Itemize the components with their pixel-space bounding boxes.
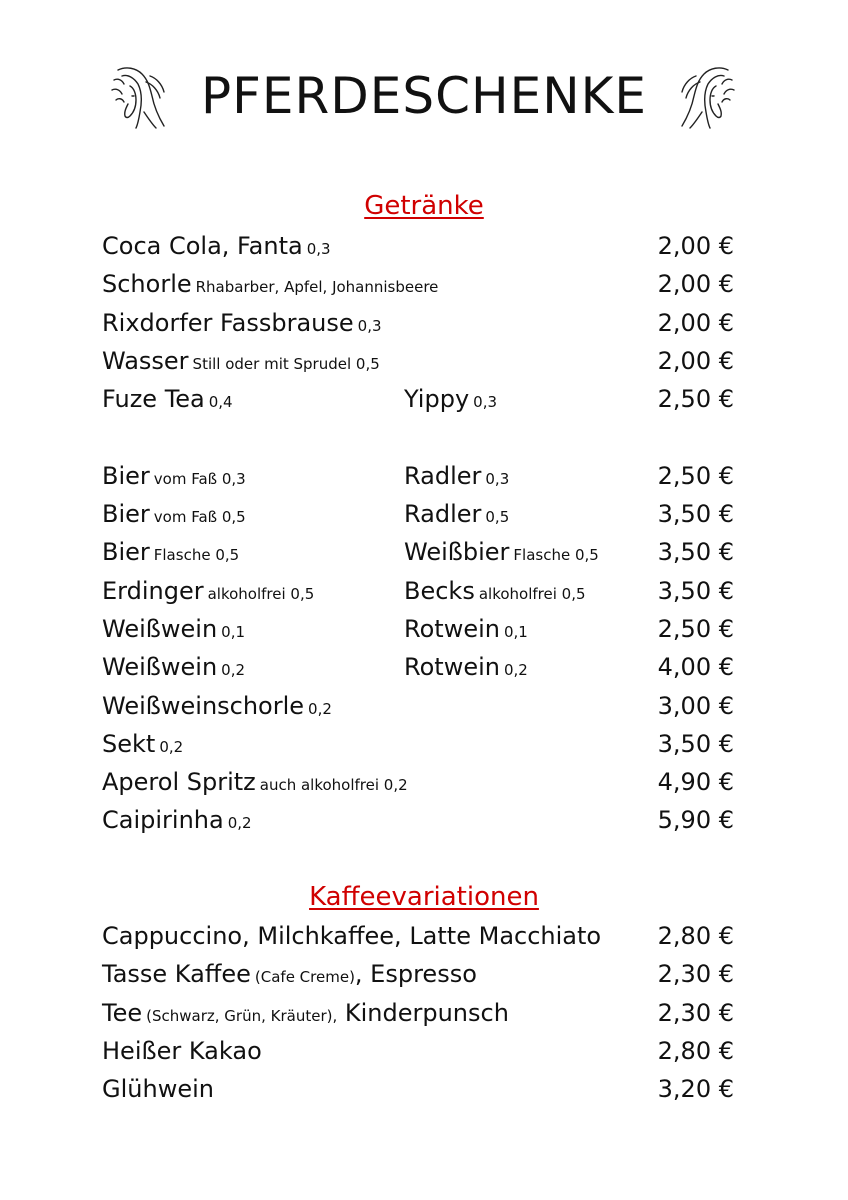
item-price: 2,00 € (657, 232, 734, 260)
restaurant-title: PFERDESCHENKE (201, 67, 647, 125)
item-price: 2,50 € (657, 614, 734, 643)
item-name-2: Rotwein (404, 614, 500, 643)
menu-row (0, 610, 848, 648)
item-note: alkoholfrei 0,5 (207, 584, 315, 603)
item-note-2: 0,2 (503, 661, 528, 680)
coffee-list (0, 917, 848, 1108)
item-price: 3,50 € (657, 500, 734, 529)
item-price: 3,00 € (657, 691, 734, 720)
item-name-2: Rotwein (404, 653, 500, 682)
menu-row (0, 495, 848, 533)
menu-row (0, 572, 848, 610)
item-price: 2,80 € (657, 922, 734, 950)
item-price: 3,20 € (657, 1075, 734, 1104)
item-name: Weißwein (102, 653, 218, 682)
item-price: 3,50 € (657, 576, 734, 605)
item-name: Coca Cola, Fanta (102, 232, 303, 260)
item-name: Bier (102, 538, 150, 567)
item-note: 0,2 (159, 737, 184, 756)
item-price: 2,00 € (657, 270, 734, 299)
item-name-2: Weißbier (404, 538, 510, 567)
item-note: vom Faß 0,3 (153, 469, 246, 488)
drinks-list (0, 227, 848, 840)
item-name: Weißweinschorle (102, 691, 305, 720)
item-price: 3,50 € (657, 538, 734, 567)
item-name: Tasse Kaffee (102, 960, 251, 989)
menu-row (0, 648, 848, 686)
item-price: 2,30 € (657, 960, 734, 989)
menu-row (0, 380, 848, 418)
coffee-heading: Kaffeevariationen (309, 882, 539, 912)
menu-row (0, 1032, 848, 1070)
item-name: Fuze Tea (102, 385, 205, 414)
item-price: 4,00 € (657, 653, 734, 682)
horse-head-icon (678, 62, 738, 132)
menu-row (0, 304, 848, 342)
item-suffix: , Espresso (354, 960, 477, 989)
item-name-2: Radler (404, 461, 482, 490)
item-price: 2,30 € (657, 998, 734, 1027)
item-name: Glühwein (102, 1075, 214, 1104)
menu-row (0, 955, 848, 993)
item-name: Rixdorfer Fassbrause (102, 308, 354, 337)
menu-row (0, 227, 848, 265)
menu-row (0, 533, 848, 571)
drinks-heading: Getränke (364, 191, 484, 221)
item-note: 0,1 (221, 622, 246, 641)
item-note-2: alkoholfrei 0,5 (478, 584, 586, 603)
menu-row (0, 687, 848, 725)
item-price: 2,50 € (657, 385, 734, 414)
menu-row (0, 994, 848, 1032)
item-name-2: Becks (404, 576, 475, 605)
item-name: Bier (102, 461, 150, 490)
item-note: 0,3 (306, 240, 331, 258)
item-name: Tee (102, 998, 143, 1027)
item-name: Heißer Kakao (102, 1036, 262, 1065)
item-note: (Schwarz, Grün, Kräuter), (146, 1006, 338, 1025)
item-price: 2,50 € (657, 461, 734, 490)
menu-row (0, 763, 848, 801)
menu-row (0, 801, 848, 839)
item-name: Weißwein (102, 614, 218, 643)
item-note: 0,2 (221, 661, 246, 680)
item-note: 0,3 (357, 316, 382, 335)
menu-row (0, 725, 848, 763)
item-price: 5,90 € (657, 806, 734, 835)
menu-row (0, 342, 848, 380)
item-name-2: Yippy (404, 385, 470, 414)
item-price: 2,00 € (657, 346, 734, 375)
item-note-2: Flasche 0,5 (513, 546, 599, 565)
item-note: 0,2 (308, 699, 332, 718)
item-name: Wasser (102, 346, 189, 375)
item-note: Still oder mit Sprudel 0,5 (192, 354, 380, 373)
menu-header (0, 58, 848, 138)
item-name: Bier (102, 500, 150, 529)
item-note-2: 0,3 (473, 393, 498, 412)
menu-row (0, 1070, 848, 1108)
item-note: Flasche 0,5 (153, 546, 240, 565)
menu-row (0, 265, 848, 303)
menu-row (0, 457, 848, 495)
item-note: vom Faß 0,5 (153, 508, 246, 527)
item-price: 2,00 € (657, 308, 734, 337)
item-note-2: 0,5 (485, 508, 510, 527)
item-name-2: Radler (404, 500, 482, 529)
item-name: Erdinger (102, 576, 204, 605)
item-name: Sekt (102, 729, 156, 758)
item-name: Caipirinha (102, 806, 224, 835)
item-note: Rhabarber, Apfel, Johannisbeere (195, 278, 439, 297)
item-note: 0,4 (208, 393, 233, 412)
item-price: 3,50 € (657, 729, 734, 758)
item-note: auch alkoholfrei 0,2 (259, 776, 408, 795)
item-name: Aperol Spritz (102, 768, 256, 797)
item-name: Schorle (102, 270, 192, 299)
item-name: Cappuccino, Milchkaffee, Latte Macchiato (102, 922, 602, 950)
item-note: (Cafe Creme) (254, 968, 355, 987)
item-note-2: 0,1 (503, 622, 528, 641)
item-note: 0,2 (227, 814, 252, 833)
menu-row (0, 917, 848, 955)
item-note-2: 0,3 (485, 469, 510, 488)
item-price: 4,90 € (657, 768, 734, 797)
item-suffix: Kinderpunsch (337, 998, 509, 1027)
item-price: 2,80 € (657, 1036, 734, 1065)
